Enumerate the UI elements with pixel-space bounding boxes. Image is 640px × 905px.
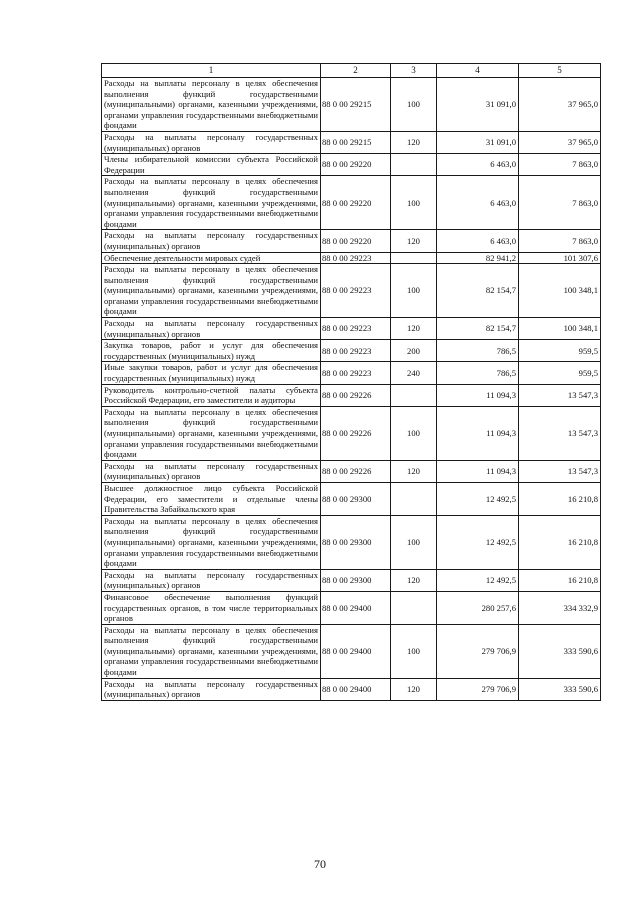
table-row — [102, 264, 601, 318]
row-name-cell: Расходы на выплаты персоналу в целях обеспечения выполнения функций государственными (муниципальными) органами, казенными учреждениями, органами управления государственными внебюджетными фондами — [102, 624, 321, 678]
row-expense-type-cell: 100 — [391, 78, 437, 132]
row-amount-1-cell: 280 257,6 — [437, 591, 519, 624]
row-code-cell: 88 0 00 29400 — [321, 591, 391, 624]
row-name-cell: Расходы на выплаты персоналу в целях обеспечения выполнения функций государственными (муниципальными) органами, казенными учреждениями, органами управления государственными внебюджетными фондами — [102, 78, 321, 132]
row-name-cell: Расходы на выплаты персоналу государственных (муниципальных) органов — [102, 569, 321, 591]
header-cell-name: 1 — [102, 64, 321, 78]
row-code-cell: 88 0 00 29226 — [321, 406, 391, 460]
row-expense-type-cell: 100 — [391, 624, 437, 678]
row-expense-type-cell — [391, 591, 437, 624]
row-name-cell: Финансовое обеспечение выполнения функций государственных органов, в том числе территориальных органов — [102, 591, 321, 624]
row-name-cell: Расходы на выплаты персоналу государственных (муниципальных) органов — [102, 460, 321, 482]
table-row — [102, 482, 601, 515]
row-code-cell: 88 0 00 29400 — [321, 678, 391, 700]
row-expense-type-cell: 100 — [391, 515, 437, 569]
row-code-cell: 88 0 00 29400 — [321, 624, 391, 678]
row-amount-1-cell: 786,5 — [437, 340, 519, 362]
table-row — [102, 624, 601, 678]
table-row — [102, 362, 601, 384]
row-name-cell: Расходы на выплаты персоналу государственных (муниципальных) органов — [102, 318, 321, 340]
row-code-cell: 88 0 00 29300 — [321, 515, 391, 569]
row-amount-2-cell: 959,5 — [519, 340, 601, 362]
row-expense-type-cell: 200 — [391, 340, 437, 362]
table-row — [102, 384, 601, 406]
row-name-cell: Расходы на выплаты персоналу в целях обеспечения выполнения функций государственными (муниципальными) органами, казенными учреждениями, органами управления государственными внебюджетными фондами — [102, 406, 321, 460]
row-amount-2-cell: 16 210,8 — [519, 482, 601, 515]
row-expense-type-cell: 120 — [391, 460, 437, 482]
row-code-cell: 88 0 00 29226 — [321, 384, 391, 406]
row-name-cell: Высшее должностное лицо субъекта Российской Федерации, его заместители и отдельные члены Правительства Забайкальского края — [102, 482, 321, 515]
row-name-cell: Обеспечение деятельности мировых судей — [102, 252, 321, 264]
row-name-cell: Закупка товаров, работ и услуг для обеспечения государственных (муниципальных) нужд — [102, 340, 321, 362]
row-amount-1-cell: 82 154,7 — [437, 264, 519, 318]
row-expense-type-cell — [391, 154, 437, 176]
row-amount-2-cell: 333 590,6 — [519, 624, 601, 678]
row-amount-2-cell: 100 348,1 — [519, 264, 601, 318]
table-row — [102, 591, 601, 624]
row-amount-2-cell: 13 547,3 — [519, 384, 601, 406]
row-name-cell: Расходы на выплаты персоналу в целях обеспечения выполнения функций государственными (муниципальными) органами, казенными учреждениями, органами управления государственными внебюджетными фондами — [102, 176, 321, 230]
table-row — [102, 406, 601, 460]
row-expense-type-cell — [391, 384, 437, 406]
row-amount-2-cell: 333 590,6 — [519, 678, 601, 700]
table-row — [102, 252, 601, 264]
row-code-cell: 88 0 00 29223 — [321, 264, 391, 318]
table-row — [102, 176, 601, 230]
budget-table — [101, 63, 601, 701]
row-amount-1-cell: 12 492,5 — [437, 569, 519, 591]
row-code-cell: 88 0 00 29300 — [321, 482, 391, 515]
row-expense-type-cell: 120 — [391, 318, 437, 340]
table-row — [102, 569, 601, 591]
row-amount-2-cell: 16 210,8 — [519, 569, 601, 591]
row-code-cell: 88 0 00 29223 — [321, 340, 391, 362]
row-code-cell: 88 0 00 29220 — [321, 230, 391, 252]
row-name-cell: Расходы на выплаты персоналу государственных (муниципальных) органов — [102, 230, 321, 252]
table-body — [102, 64, 601, 701]
table-row — [102, 230, 601, 252]
table-row — [102, 154, 601, 176]
row-expense-type-cell: 100 — [391, 176, 437, 230]
header-cell-sum1: 4 — [437, 64, 519, 78]
row-amount-1-cell: 31 091,0 — [437, 78, 519, 132]
row-amount-1-cell: 6 463,0 — [437, 154, 519, 176]
row-amount-2-cell: 13 547,3 — [519, 460, 601, 482]
row-amount-1-cell: 11 094,3 — [437, 384, 519, 406]
row-expense-type-cell — [391, 252, 437, 264]
row-amount-1-cell: 786,5 — [437, 362, 519, 384]
row-amount-1-cell: 12 492,5 — [437, 515, 519, 569]
row-amount-2-cell: 16 210,8 — [519, 515, 601, 569]
row-amount-2-cell: 334 332,9 — [519, 591, 601, 624]
row-code-cell: 88 0 00 29300 — [321, 569, 391, 591]
row-amount-1-cell: 82 154,7 — [437, 318, 519, 340]
table-row — [102, 678, 601, 700]
row-amount-1-cell: 11 094,3 — [437, 406, 519, 460]
row-amount-2-cell: 37 965,0 — [519, 78, 601, 132]
row-code-cell: 88 0 00 29220 — [321, 176, 391, 230]
table-header-row — [102, 64, 601, 78]
row-code-cell: 88 0 00 29220 — [321, 154, 391, 176]
row-name-cell: Расходы на выплаты персоналу в целях обеспечения выполнения функций государственными (муниципальными) органами, казенными учреждениями, органами управления государственными внебюджетными фондами — [102, 515, 321, 569]
row-code-cell: 88 0 00 29226 — [321, 460, 391, 482]
row-amount-1-cell: 12 492,5 — [437, 482, 519, 515]
row-expense-type-cell: 120 — [391, 569, 437, 591]
row-expense-type-cell: 100 — [391, 264, 437, 318]
row-code-cell: 88 0 00 29215 — [321, 131, 391, 153]
row-name-cell: Расходы на выплаты персоналу государственных (муниципальных) органов — [102, 131, 321, 153]
table-row — [102, 78, 601, 132]
row-amount-2-cell: 959,5 — [519, 362, 601, 384]
row-expense-type-cell: 120 — [391, 678, 437, 700]
row-amount-2-cell: 101 307,6 — [519, 252, 601, 264]
row-amount-1-cell: 279 706,9 — [437, 624, 519, 678]
row-name-cell: Расходы на выплаты персоналу государственных (муниципальных) органов — [102, 678, 321, 700]
row-amount-1-cell: 279 706,9 — [437, 678, 519, 700]
row-name-cell: Иные закупки товаров, работ и услуг для обеспечения государственных (муниципальных) нужд — [102, 362, 321, 384]
table-row — [102, 131, 601, 153]
row-code-cell: 88 0 00 29223 — [321, 318, 391, 340]
row-amount-1-cell: 31 091,0 — [437, 131, 519, 153]
row-amount-1-cell: 82 941,2 — [437, 252, 519, 264]
row-amount-2-cell: 7 863,0 — [519, 230, 601, 252]
row-amount-2-cell: 37 965,0 — [519, 131, 601, 153]
row-code-cell: 88 0 00 29223 — [321, 252, 391, 264]
row-amount-2-cell: 100 348,1 — [519, 318, 601, 340]
page-number: 70 — [314, 857, 326, 871]
row-code-cell: 88 0 00 29223 — [321, 362, 391, 384]
header-cell-csr: 2 — [321, 64, 391, 78]
table-row — [102, 515, 601, 569]
row-amount-2-cell: 13 547,3 — [519, 406, 601, 460]
row-code-cell: 88 0 00 29215 — [321, 78, 391, 132]
row-amount-1-cell: 11 094,3 — [437, 460, 519, 482]
table-row — [102, 340, 601, 362]
header-cell-vr: 3 — [391, 64, 437, 78]
row-amount-1-cell: 6 463,0 — [437, 176, 519, 230]
row-amount-2-cell: 7 863,0 — [519, 154, 601, 176]
table-row — [102, 318, 601, 340]
row-name-cell: Расходы на выплаты персоналу в целях обеспечения выполнения функций государственными (муниципальными) органами, казенными учреждениями, органами управления государственными внебюджетными фондами — [102, 264, 321, 318]
row-amount-2-cell: 7 863,0 — [519, 176, 601, 230]
row-expense-type-cell: 240 — [391, 362, 437, 384]
row-amount-1-cell: 6 463,0 — [437, 230, 519, 252]
header-cell-sum2: 5 — [519, 64, 601, 78]
table-row — [102, 460, 601, 482]
row-expense-type-cell: 120 — [391, 230, 437, 252]
row-name-cell: Члены избирательной комиссии субъекта Российской Федерации — [102, 154, 321, 176]
row-name-cell: Руководитель контрольно-счетной палаты субъекта Российской Федерации, его заместители и аудиторы — [102, 384, 321, 406]
row-expense-type-cell: 120 — [391, 131, 437, 153]
row-expense-type-cell: 100 — [391, 406, 437, 460]
row-expense-type-cell — [391, 482, 437, 515]
